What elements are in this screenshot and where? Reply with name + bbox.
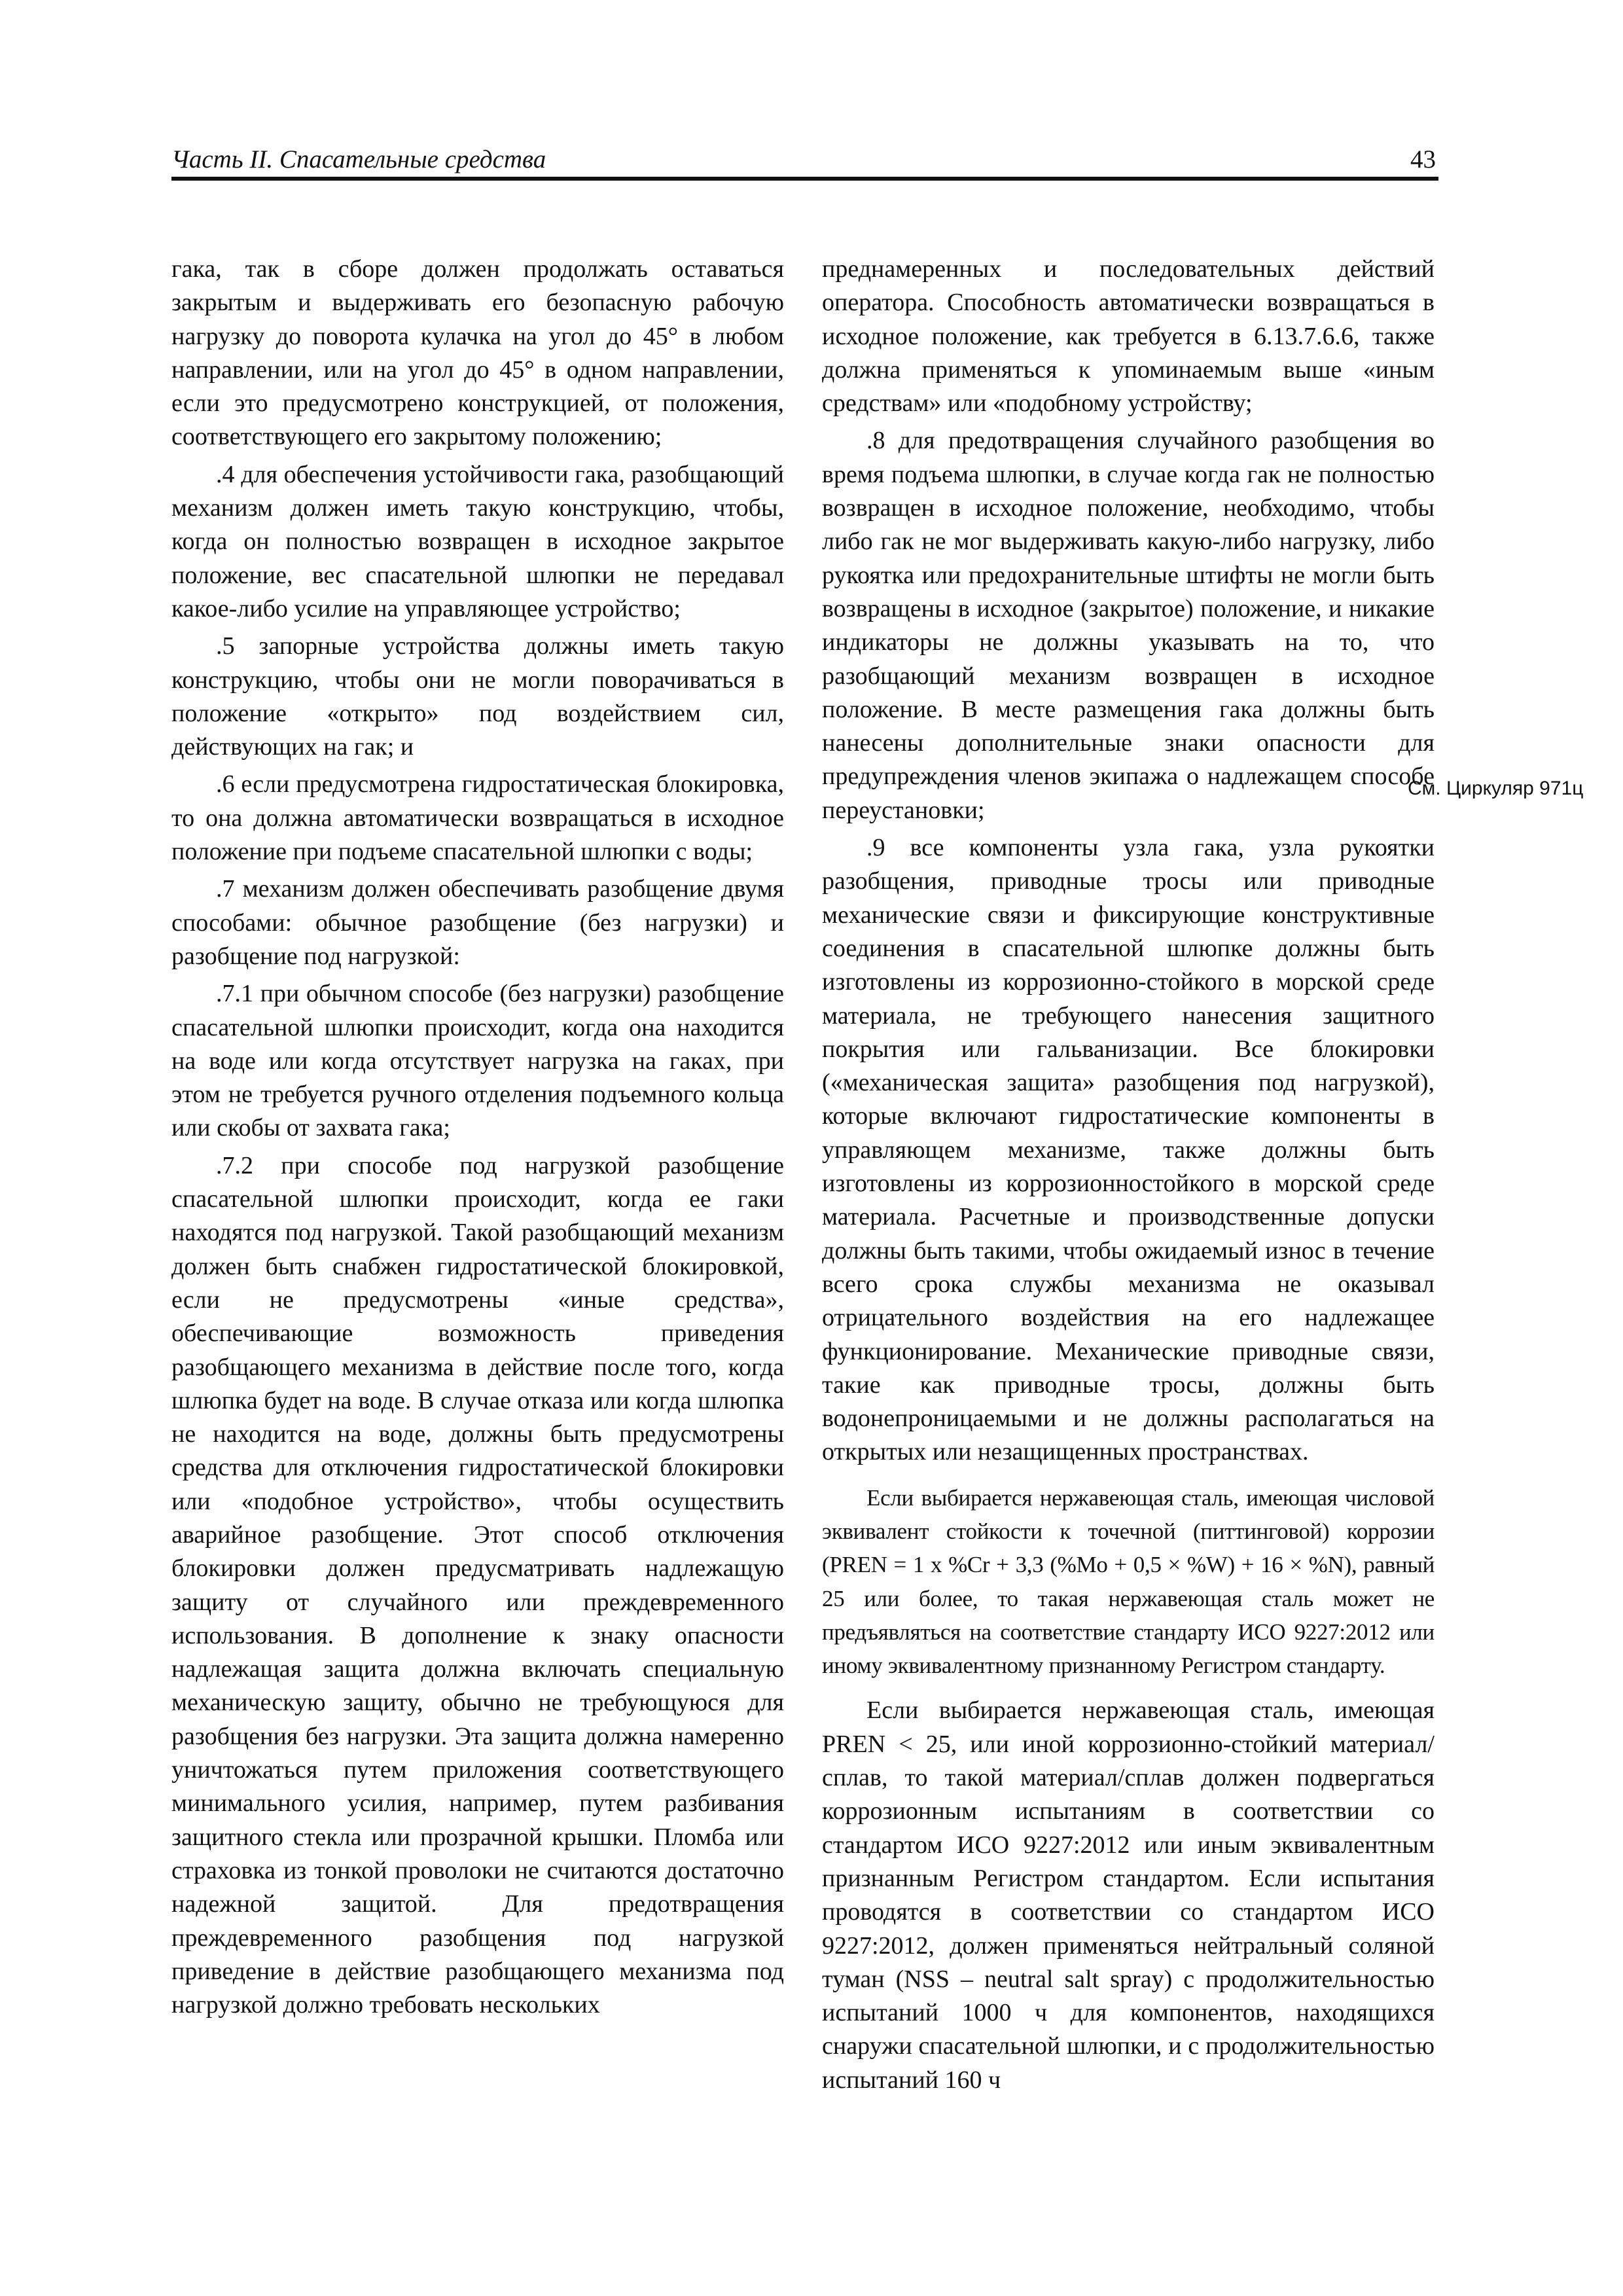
paragraph: .6 если предусмотрена гидростатическая блокировка, то она должна автоматически возвращаться в исходное положение при подъеме спасательной шлюпки с воды; [171,770,784,866]
paragraph: Если выбирается нержавеющая сталь, имеющая PREN < 25, или иной коррозионно-стойкий материал/сплав, то такой материал/сплав должен подвергаться коррозионным испытаниям в соответствии со стандартом ИСО 9227:2012 или иным эквивалентным признанным Регистром стандартом. Если испытания проводятся в соответствии со стандартом ИСО 9227:2012, должен применяться нейтральный соляной туман (NSS – neutral salt spray) с продолжительностью испытаний 1000 ч для компонентов, находящихся снаружи спасательной шлюпки, и с продолжительностью испытаний 160 ч [822,1696,1435,2094]
circular-reference-note: См. Циркуляр 971ц [1408,778,1584,799]
section-title: Часть II. Спасательные средства [171,145,546,173]
paragraph: гака, так в сборе должен продолжать оставаться закрытым и выдерживать его безопасную рабочую нагрузку до поворота кулачка на угол до 45° в любом направлении, или на угол до 45° в одном направлении, если это предусмотрено конструкцией, от положения, соответствующего его закрытому положению; [171,255,784,451]
paragraph: .7.1 при обычном способе (без нагрузки) разобщение спасательной шлюпки происходит, когда она находится на воде или когда отсутствует нагрузка на гаках, при этом не требуется ручного отделения подъемного кольца или скобы от захвата гака; [171,980,784,1142]
right-column [822,253,1435,2101]
paragraph: .5 запорные устройства должны иметь такую конструкцию, чтобы они не могли поворачиваться в положение «открыто» под воздействием сил, действующих на гак; и [171,632,784,761]
paragraph: .7.2 при способе под нагрузкой разобщение спасательной шлюпки происходит, когда ее гаки находятся под нагрузкой. Такой разобщающий механизм должен быть снабжен гидростатической блокировкой, если не предусмотрены «иные средства», обеспечивающие возможность приведения разобщающего механизма в действие после того, когда шлюпка будет на воде. В случае отказа или когда шлюпка не находится на воде, должны быть предусмотрены средства для отключения гидростатической блокировки или «подобное устройство», чтобы осуществить аварийное разобщение. Этот способ отключения блокировки должен предусматривать надлежащую защиту от случайного или преждевременного использования. В дополнение к знаку опасности надлежащая защита должна включать специальную механическую защиту, обычно не требующуюся для разобщения без нагрузки. Эта защита должна намеренно уничтожаться путем приложения соответствующего минимального усилия, например, путем разбивания защитного стекла или прозрачной крышки. Пломба или страховка из тонкой проволоки не считаются достаточно надежной защитой. Для предотвращения преждевременного разобщения под нагрузкой приведение в действие разобщающего механизма под нагрузкой должно требовать нескольких [171,1151,784,2019]
paragraph: преднамеренных и последовательных действий оператора. Способность автоматически возвращаться в исходное положение, как требуется в 6.13.7.6.6, также должна применяться к упоминаемым выше «иным средствам» или «подобному устройству; [822,255,1435,418]
page-number: 43 [1410,145,1436,173]
left-column [171,253,784,2026]
paragraph: .8 для предотвращения случайного разобщения во время подъема шлюпки, в случае когда гак не полностью возвращен в исходное положение, необходимо, чтобы либо гак не мог выдерживать какую-либо нагрузку, либо рукоятка или предохранительные штифты не могли быть возвращены в исходное (закрытое) положение, и никакие индикаторы не должны указывать на то, что разобщающий механизм возвращен в исходное положение. В месте размещения гака должны быть нанесены дополнительные знаки опасности для предупреждения членов экипажа о надлежащем способе переустановки; [822,427,1435,824]
paragraph: .9 все компоненты узла гака, узла рукоятки разобщения, приводные тросы или приводные механические связи и фиксирующие конструктивные соединения в спасательной шлюпке должны быть изготовлены из коррозионно-стойкого в морской среде материала, не требующего нанесения защитного покрытия или гальванизации. Все блокировки («механическая защита» разобщения под нагрузкой), которые включают гидростатические компоненты в управляющем механизме, также должны быть изготовлены из коррозионностойкого в морской среде материала. Расчетные и производственные допуски должны быть такими, чтобы ожидаемый износ в течение всего срока службы механизма не оказывал отрицательного воздействия на его надлежащее функционирование. Механические приводные связи, такие как приводные тросы, должны быть водонепроницаемыми и не должны располагаться на открытых или незащищенных пространствах. [822,834,1435,1466]
paragraph: .7 механизм должен обеспечивать разобщение двумя способами: обычное разобщение (без нагрузки) и разобщение под нагрузкой: [171,875,784,970]
paragraph: .4 для обеспечения устойчивости гака, разобщающий механизм должен иметь такую конструкцию, чтобы, когда он полностью возвращен в исходное закрытое положение, вес спасательной шлюпки не передавал какое-либо усилие на управляющее устройство; [171,460,784,622]
running-header [171,143,1438,181]
paragraph: Если выбирается нержавеющая сталь, имеющая числовой эквивалент стойкости к точечной (питтинговой) коррозии (PREN = 1 x %Cr + 3,3 (%Mo + 0,5 × %W) + 16 × %N), равный 25 или более, то такая нержавеющая сталь может не предъявляться на соответствие стандарту ИСО 9227:2012 или иному эквивалентному признанному Регистром стандарту. [822,1484,1435,1679]
